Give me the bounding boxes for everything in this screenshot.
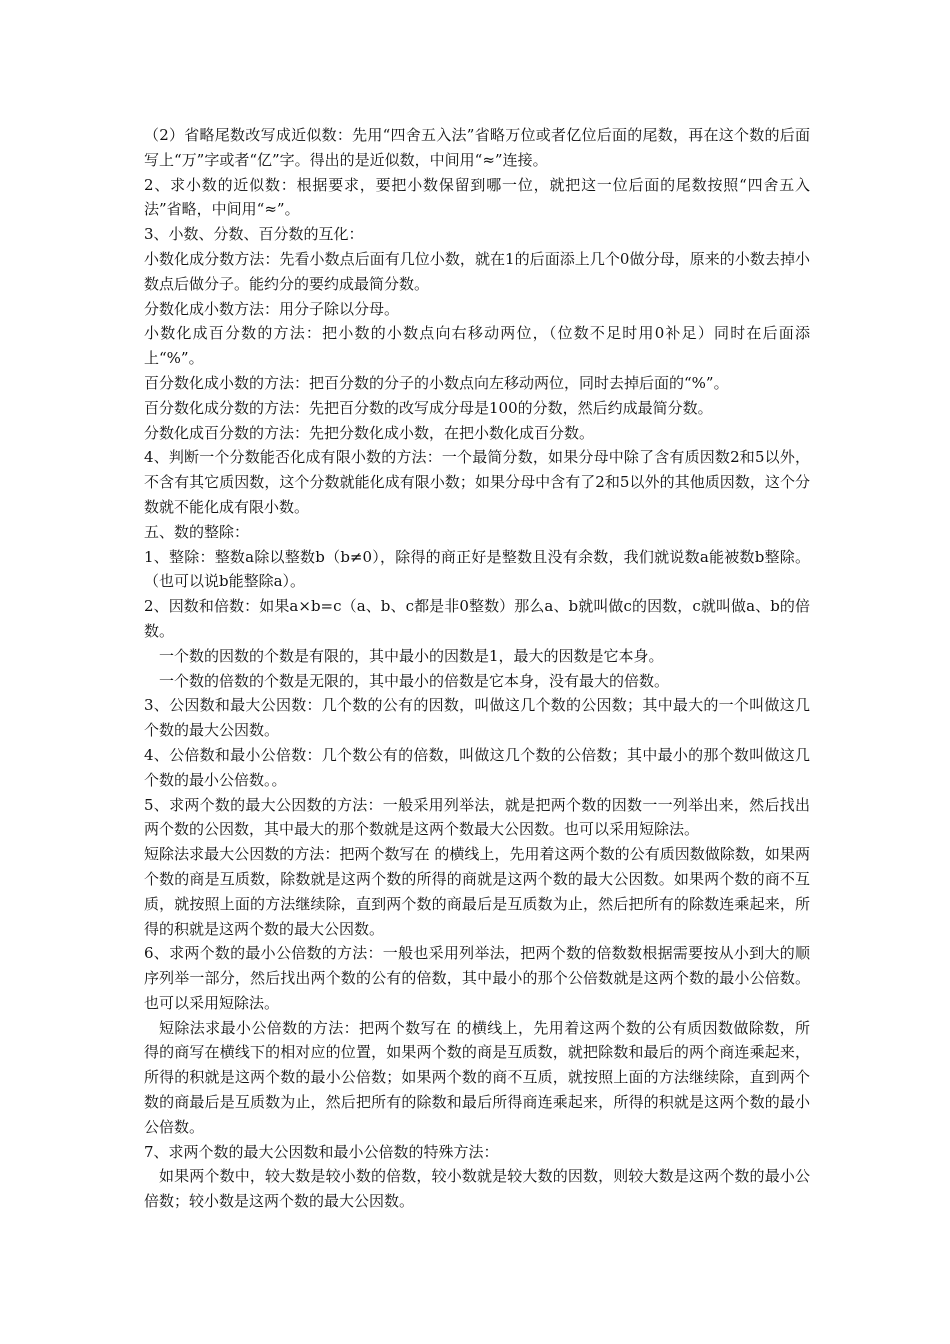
- paragraph: 如果两个数中，较大数是较小数的倍数，较小数就是较大数的因数，则较大数是这两个数的最小公倍数；较小数是这两个数的最大公因数。: [144, 1167, 810, 1211]
- paragraph: 1、整除：整数a除以整数b（b≠0），除得的商正好是整数且没有余数，我们就说数a能被数b整除。（也可以说b能整除a）。: [144, 547, 810, 591]
- document-page: [144, 123, 810, 1214]
- paragraph: 一个数的倍数的个数是无限的，其中最小的倍数是它本身，没有最大的倍数。: [159, 671, 670, 690]
- paragraph: 小数化成分数方法：先看小数点后面有几位小数，就在1的后面添上几个0做分母，原来的小数去掉小数点后做分子。能约分的要约成最简分数。: [144, 249, 810, 293]
- paragraph: 4、判断一个分数能否化成有限小数的方法：一个最简分数，如果分母中除了含有质因数2和5以外，不含有其它质因数，这个分数就能化成有限小数；如果分母中含有了2和5以外的其他质因数，这个分数就不能化成有限小数。: [144, 448, 810, 516]
- paragraph: 百分数化成小数的方法：把百分数的分子的小数点向左移动两位，同时去掉后面的“%”。: [144, 373, 729, 392]
- paragraph: 4、公倍数和最小公倍数：几个数公有的倍数，叫做这几个数的公倍数；其中最小的那个数叫做这几个数的最小公倍数。。: [144, 745, 810, 789]
- paragraph: 3、公因数和最大公因数：几个数的公有的因数，叫做这几个数的公因数；其中最大的一个叫做这几个数的最大公因数。: [144, 696, 810, 740]
- paragraph: 短除法求最大公因数的方法：把两个数写在 的横线上，先用着这两个数的公有质因数做除数，如果两个数的商是互质数，除数就是这两个数的所得的商就是这两个数的最大公因数。如果两个数的商不互质，就按照上面的方法继续除，直到两个数的商最后是互质数为止，然后把所有的除数连乘起来，所得的积就是这两个数的最大公因数。: [144, 845, 810, 938]
- paragraph: 短除法求最小公倍数的方法：把两个数写在 的横线上，先用着这两个数的公有质因数做除数，所 得的商写在横线下的相对应的位置，如果两个数的商是互质数，就把除数和最后的两个商连乘起来，所得的积就是这两个数的最小公倍数；如果两个数的商不互质，就按照上面的方法继续除，直到两个数的商最后是互质数为止，然后把所有的除数和最后所得商连乘起来，所得的积就是这两个数的最小公倍数。: [144, 1018, 810, 1136]
- paragraph: 2、因数和倍数：如果a×b=c（a、b、c都是非0整数）那么a、b就叫做c的因数，c就叫做a、b的倍数。: [144, 597, 810, 640]
- paragraph: （2）省略尾数改写成近似数：先用“四舍五入法”省略万位或者亿位后面的尾数，再在这个数的后面写上“万”字或者“亿”字。得出的是近似数，中间用“≈”连接。: [144, 126, 810, 169]
- paragraph: 百分数化成分数的方法：先把百分数的改写成分母是100的分数，然后约成最简分数。: [144, 398, 713, 417]
- paragraph: 5、求两个数的最大公因数的方法：一般采用列举法，就是把两个数的因数一一列举出来，然后找出两个数的公因数，其中最大的那个数就是这两个数最大公因数。也可以采用短除法。: [144, 795, 810, 839]
- paragraph: 分数化成百分数的方法：先把分数化成小数，在把小数化成百分数。: [144, 423, 595, 442]
- section-heading: 五、数的整除：: [144, 522, 250, 541]
- paragraph: 一个数的因数的个数是有限的，其中最小的因数是1，最大的因数是它本身。: [159, 646, 664, 665]
- paragraph: 6、求两个数的最小公倍数的方法：一般也采用列举法，把两个数的倍数数根据需要按从小到大的顺序列举一部分，然后找出两个数的公有的倍数，其中最小的那个公倍数就是这两个数的最小公倍数。也可以采用短除法。: [144, 944, 810, 1012]
- paragraph: 2、求小数的近似数：根据要求，要把小数保留到哪一位，就把这一位后面的尾数按照“四舍五入法”省略，中间用“≈”。: [144, 175, 810, 219]
- paragraph: 7、求两个数的最大公因数和最小公倍数的特殊方法：: [144, 1142, 499, 1161]
- paragraph: 小数化成百分数的方法：把小数的小数点向右移动两位，（位数不足时用0补足）同时在后面添上“%”。: [144, 324, 810, 368]
- section-heading: 3、小数、分数、百分数的互化：: [144, 225, 364, 244]
- paragraph: 分数化成小数方法：用分子除以分母。: [144, 299, 400, 318]
